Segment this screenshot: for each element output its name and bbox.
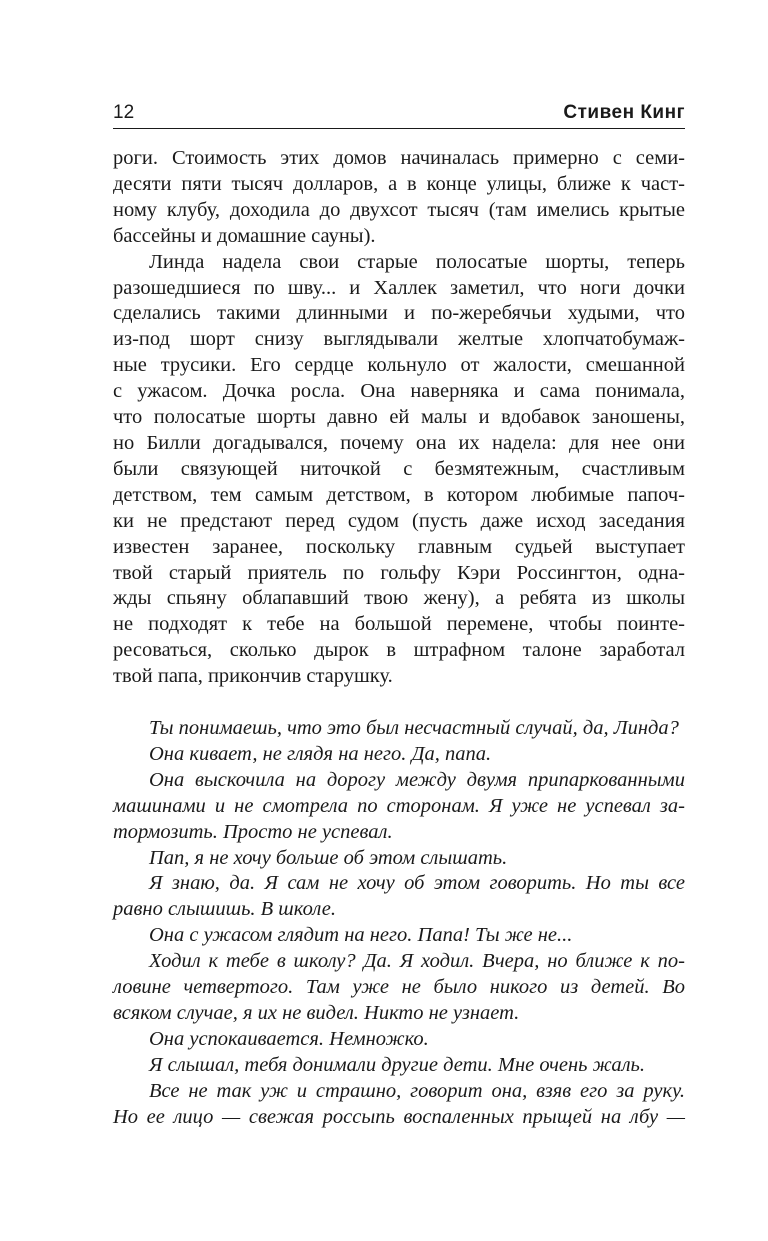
text-line: ресоваться, сколько дырок в штрафном талоне заработал — [113, 639, 685, 662]
page-number: 12 — [113, 102, 135, 123]
text-line: машинами и не смотрела по сторонам. Я уже не успевал за- — [113, 794, 685, 817]
text-line: ные трусики. Его сердце кольнуло от жалости, смешанной — [113, 354, 685, 377]
text-line: роги. Стоимость этих домов начиналась примерно с семи- — [113, 147, 685, 169]
text-line: детством, тем самым детством, в котором любимые папоч- — [113, 483, 685, 506]
paragraph — [113, 250, 685, 690]
text-line: сделались такими длинными и по-жеребячьи худыми, что — [113, 302, 685, 325]
text-line: твой старый приятель по гольфу Кэри Россингтон, одна- — [113, 561, 685, 584]
text-line: Я слышал, тебя донимали другие дети. Мне очень жаль. — [149, 1053, 646, 1076]
page-header — [113, 100, 685, 129]
italic-paragraph — [113, 716, 685, 742]
text-line: Она кивает, не глядя на него. Да, папа. — [149, 742, 492, 765]
section-break — [113, 690, 685, 716]
text-line: из-под шорт снизу выглядывали желтые хлопчатобумаж- — [113, 328, 685, 351]
text-line: твой папа, прикончив старушку. — [113, 665, 393, 688]
text-line: не подходят к тебе на большой перемене, чтобы поинте- — [113, 613, 685, 636]
text-line: бассейны и домашние сауны). — [113, 224, 376, 247]
paragraph — [113, 146, 685, 250]
italic-paragraph — [113, 742, 685, 768]
text-line: Пап, я не хочу больше об этом слышать. — [149, 846, 508, 869]
body-text — [113, 146, 685, 1131]
text-line: равно слышишь. В школе. — [113, 898, 336, 921]
text-line: Все не так уж и страшно, говорит она, взяв его за руку. — [149, 1079, 685, 1102]
text-line: Ты понимаешь, что это был несчастный случай, да, Линда? — [149, 717, 679, 740]
italic-paragraph — [113, 846, 685, 872]
text-line: разошедшиеся по шву... и Халлек заметил, что ноги дочки — [113, 276, 685, 299]
text-line: известен заранее, поскольку главным судьей выступает — [113, 535, 685, 558]
text-line: ному клубу, доходила до двухсот тысяч (там имелись крытые — [113, 198, 685, 221]
text-line: с ужасом. Дочка росла. Она наверняка и сама понимала, — [113, 380, 685, 403]
italic-paragraph — [113, 1079, 685, 1131]
italic-paragraph — [113, 1027, 685, 1053]
text-line: Она успокаивается. Немножко. — [149, 1027, 429, 1050]
running-head-author: Стивен Кинг — [563, 102, 685, 123]
text-line: но Билли догадывался, почему она их надела: для нее они — [113, 431, 685, 454]
text-line: были связующей ниточкой с безмятежным, счастливым — [113, 457, 685, 480]
italic-paragraph — [113, 1053, 685, 1079]
italic-paragraph — [113, 768, 685, 846]
text-line: Но ее лицо — свежая россыпь воспаленных прыщей на лбу — — [113, 1105, 685, 1128]
text-line: жды спьяну облапавший твою жену), а ребята из школы — [113, 587, 685, 610]
text-line: Она выскочила на дорогу между двумя припаркованными — [149, 768, 685, 791]
text-line: ки не предстают перед судом (пусть даже исход заседания — [113, 509, 685, 532]
text-line: тормозить. Просто не успевал. — [113, 820, 393, 843]
text-line: Линда надела свои старые полосатые шорты, теперь — [149, 250, 685, 273]
italic-paragraph — [113, 871, 685, 923]
text-line: Я знаю, да. Я сам не хочу об этом говорить. Но ты все — [149, 872, 685, 895]
italic-paragraph — [113, 923, 685, 949]
text-line: всяком случае, я их не видел. Никто не узнает. — [113, 1002, 520, 1024]
text-line: что полосатые шорты давно ей малы и вдобавок заношены, — [113, 406, 685, 429]
text-line: десяти пяти тысяч долларов, а в конце улицы, ближе к част- — [113, 172, 685, 195]
italic-paragraph — [113, 949, 685, 1027]
text-line: ловине четвертого. Там уже не было никого из детей. Во — [113, 976, 685, 999]
text-line: Она с ужасом глядит на него. Папа! Ты же не... — [149, 924, 573, 947]
text-line: Ходил к тебе в школу? Да. Я ходил. Вчера, но ближе к по- — [149, 950, 685, 973]
book-page — [113, 0, 685, 1241]
